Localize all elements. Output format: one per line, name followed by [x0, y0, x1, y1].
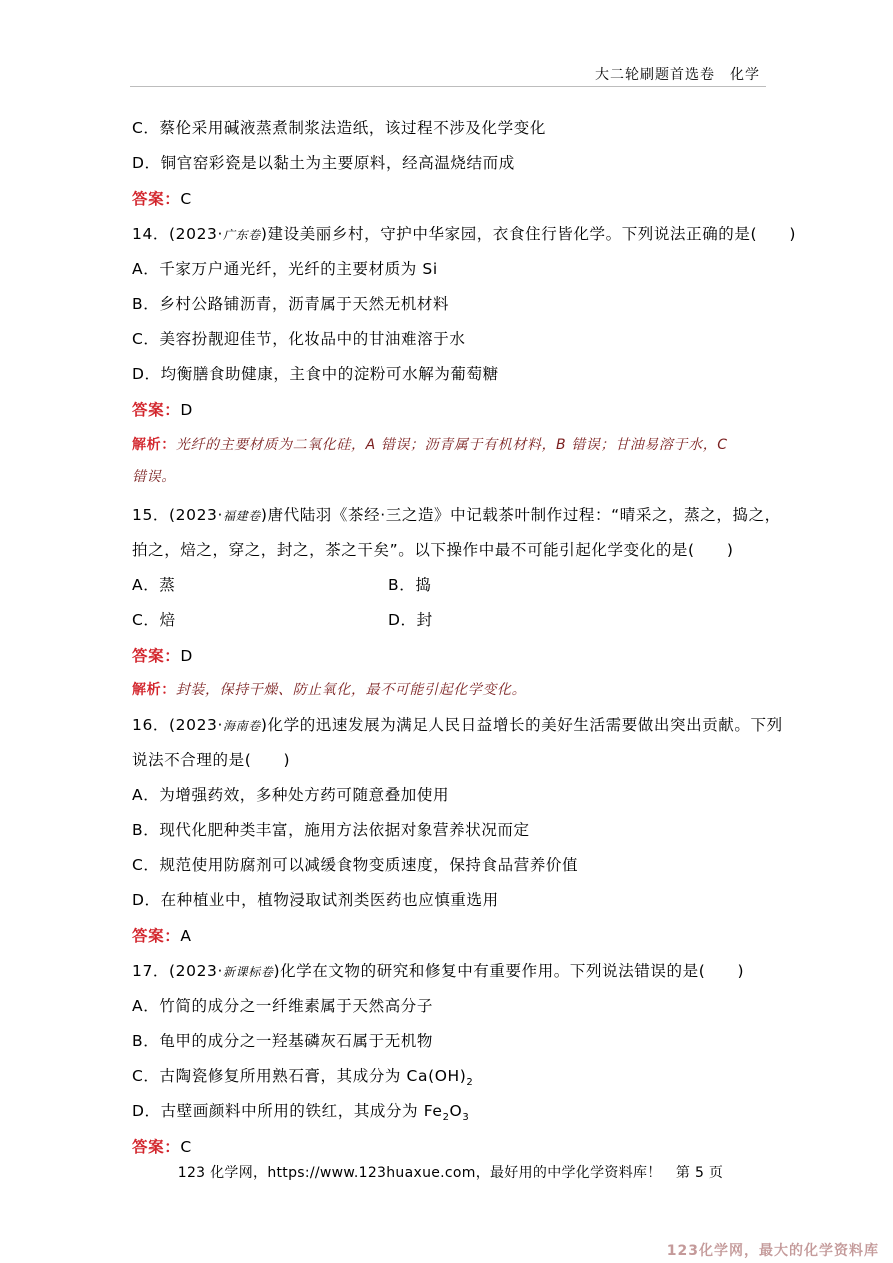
- answer-14: [132, 398, 193, 420]
- option-15a: A．蒸: [132, 576, 176, 594]
- formula-part: O: [449, 1102, 463, 1120]
- option-text: C．古陶瓷修复所用熟石膏，其成分为 Ca(OH): [132, 1067, 467, 1085]
- subscript: 3: [462, 1112, 470, 1124]
- option-17b: B．龟甲的成分之一羟基磷灰石属于无机物: [132, 1032, 434, 1050]
- option-17a: A．竹简的成分之一纤维素属于天然高分子: [132, 997, 434, 1015]
- subscript: 2: [442, 1112, 450, 1124]
- option-14c: C．美容扮靓迎佳节，化妆品中的甘油难溶于水: [132, 330, 466, 348]
- option-13c: C．蔡伦采用碱液蒸煮制浆法造纸，该过程不涉及化学变化: [132, 119, 546, 137]
- option-17c: [132, 1064, 473, 1088]
- option-16c: C．规范使用防腐剂可以减缓食物变质速度，保持食品营养价值: [132, 856, 579, 874]
- option-15d: D．封: [388, 611, 433, 629]
- question-number: 15．(2023·: [132, 506, 224, 524]
- explanation-14-cont: 错误。: [132, 469, 176, 485]
- question-15: [132, 503, 781, 525]
- question-15-cont: 拍之，焙之，穿之，封之，茶之干矣”。以下操作中最不可能引起化学变化的是( ): [132, 541, 734, 559]
- answer-value: D: [180, 401, 193, 419]
- header-title: 大二轮刷题首选卷 化学: [595, 67, 760, 83]
- option-14b: B．乡村公路铺沥青，沥青属于天然无机材料: [132, 295, 450, 313]
- question-17: [132, 959, 744, 981]
- explanation-text: 光纤的主要材质为二氧化硅，A 错误；沥青属于有机材料，B 错误；甘油易溶于水，C: [175, 437, 728, 453]
- question-text: )化学的迅速发展为满足人民日益增长的美好生活需要做出突出贡献。下列: [260, 716, 783, 734]
- answer-15: [132, 644, 193, 666]
- answer-16: [132, 924, 192, 946]
- explanation-label: 解析：: [132, 437, 176, 453]
- option-16a: A．为增强药效，多种处方药可随意叠加使用: [132, 786, 450, 804]
- question-text: )化学在文物的研究和修复中有重要作用。下列说法错误的是( ): [273, 962, 745, 980]
- answer-value: C: [180, 1138, 192, 1156]
- subscript: 2: [466, 1077, 474, 1089]
- option-text: D．古壁画颜料中所用的铁红，其成分为 Fe: [132, 1102, 443, 1120]
- option-16b: B．现代化肥种类丰富，施用方法依据对象营养状况而定: [132, 821, 530, 839]
- answer-label: 答案：: [132, 1138, 181, 1156]
- answer-value: D: [180, 647, 193, 665]
- watermark: 123化学网，最大的化学资料库: [666, 1243, 879, 1259]
- explanation-15: [132, 679, 526, 699]
- explanation-label: 解析：: [132, 682, 176, 698]
- explanation-14: [132, 434, 728, 454]
- option-16d: D．在种植业中，植物浸取试剂类医药也应慎重选用: [132, 891, 499, 909]
- question-number: 17．(2023·: [132, 962, 224, 980]
- question-14: [132, 222, 796, 244]
- question-text: )建设美丽乡村，守护中华家园，衣食住行皆化学。下列说法正确的是( ): [260, 225, 797, 243]
- question-16: [132, 713, 783, 735]
- explanation-text: 封装，保持干燥、防止氧化，最不可能引起化学变化。: [175, 682, 527, 698]
- answer-17: [132, 1135, 192, 1157]
- answer-label: 答案：: [132, 401, 181, 419]
- question-text: )唐代陆羽《茶经·三之造》中记载茶叶制作过程：“晴采之，蒸之，捣之，: [260, 506, 781, 524]
- answer-value: A: [180, 927, 192, 945]
- option-13d: D．铜官窑彩瓷是以黏土为主要原料，经高温烧结而成: [132, 154, 515, 172]
- option-15c: C．焙: [132, 611, 176, 629]
- answer-value: C: [180, 190, 192, 208]
- question-number: 14．(2023·: [132, 225, 224, 243]
- answer-label: 答案：: [132, 927, 181, 945]
- answer-13: [132, 187, 192, 209]
- question-source: 新课标卷: [223, 965, 274, 979]
- option-14d: D．均衡膳食助健康，主食中的淀粉可水解为葡萄糖: [132, 365, 499, 383]
- question-source: 广东卷: [223, 228, 261, 242]
- option-14a: A．千家万户通光纤，光纤的主要材质为 Si: [132, 260, 438, 278]
- page-footer: 123 化学网，https://www.123huaxue.com，最好用的中学化学资料库！ 第 5 页: [177, 1165, 724, 1181]
- page-header: [130, 58, 766, 87]
- answer-label: 答案：: [132, 190, 181, 208]
- question-16-cont: 说法不合理的是( ): [132, 751, 291, 769]
- question-source: 海南卷: [223, 719, 261, 733]
- question-number: 16．(2023·: [132, 716, 224, 734]
- option-15b: B．捣: [388, 576, 432, 594]
- option-17d: [132, 1099, 469, 1123]
- question-source: 福建卷: [223, 509, 261, 523]
- answer-label: 答案：: [132, 647, 181, 665]
